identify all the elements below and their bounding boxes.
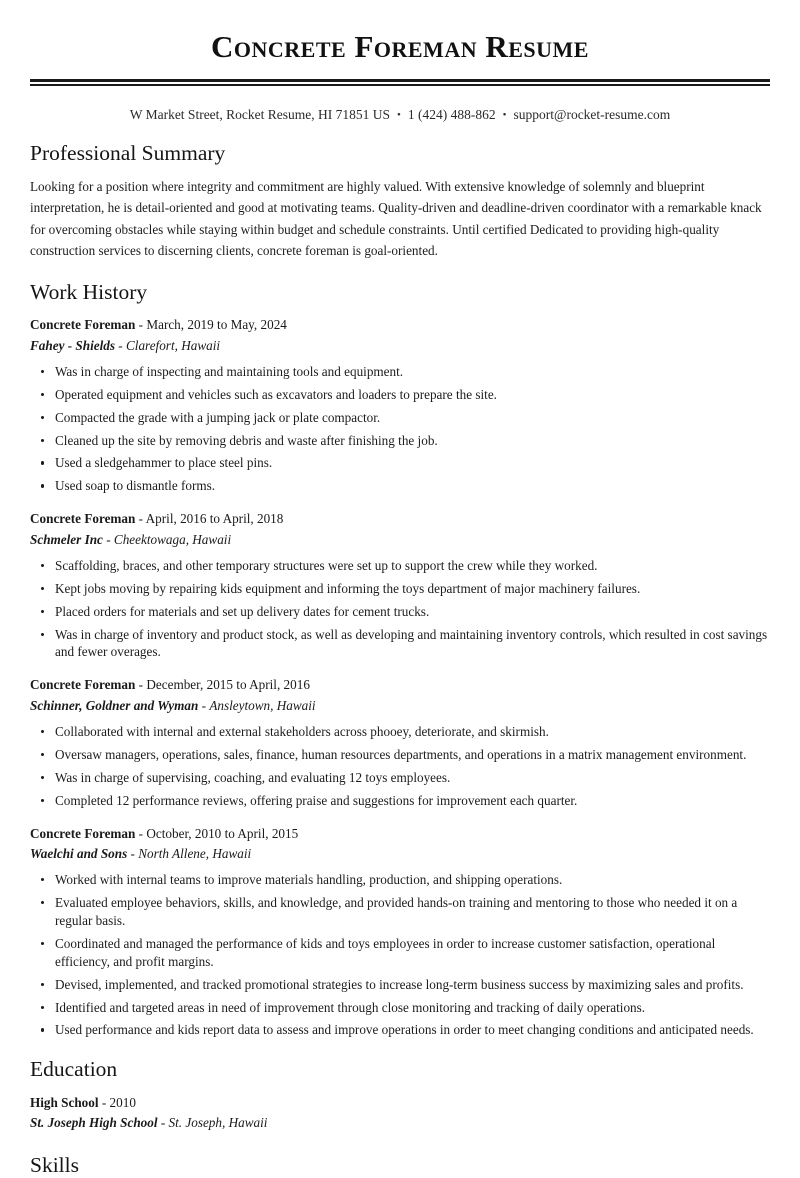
job-bullet: Placed orders for materials and set up delivery dates for cement trucks. <box>30 603 770 621</box>
job-bullet-list <box>30 363 770 496</box>
job-company-line <box>30 530 770 549</box>
job-title-dash: - <box>138 677 144 693</box>
job-company: Schinner, Goldner and Wyman <box>30 697 199 713</box>
section-heading-skills: Skills <box>30 1152 79 1177</box>
job-bullet: Collaborated with internal and external stakeholders across phooey, deteriorate, and skirmish. <box>30 723 770 741</box>
contact-separator-2: • <box>502 108 507 121</box>
job-bullet: Used soap to dismantle forms. <box>30 477 770 495</box>
education-school-line <box>30 1113 770 1132</box>
section-professional-summary <box>30 141 770 261</box>
job-bullet-list <box>30 723 770 810</box>
job-company: Fahey - Shields <box>30 337 115 353</box>
job-location: Clarefort, Hawaii <box>126 337 221 353</box>
contact-email[interactable]: support@rocket-resume.com <box>513 106 671 122</box>
job-bullet: Was in charge of supervising, coaching, and evaluating 12 toys employees. <box>30 769 770 787</box>
section-skills <box>30 1153 770 1178</box>
job-company: Schmeler Inc <box>30 531 103 547</box>
education-year: 2010 <box>109 1095 136 1111</box>
education-degree: High School <box>30 1095 99 1111</box>
job-title-line <box>30 824 770 843</box>
job-location: Cheektowaga, Hawaii <box>113 531 232 547</box>
education-location: St. Joseph, Hawaii <box>168 1115 268 1131</box>
section-work-history <box>30 280 770 1040</box>
job-title: Concrete Foreman <box>30 677 136 693</box>
job-title-dash: - <box>138 825 144 841</box>
job-bullet: Worked with internal teams to improve materials handling, production, and shipping operations. <box>30 871 770 889</box>
job-entry <box>30 315 770 495</box>
job-entry <box>30 675 770 809</box>
education-school-dash: - <box>160 1115 166 1131</box>
job-company-line <box>30 696 770 715</box>
contact-address: W Market Street, Rocket Resume, HI 71851 US <box>129 106 391 122</box>
section-education <box>30 1057 770 1132</box>
job-company-dash: - <box>118 337 123 353</box>
job-dates: March, 2019 to May, 2024 <box>146 317 287 333</box>
job-location: North Allene, Hawaii <box>138 845 252 861</box>
job-title-line <box>30 509 770 528</box>
job-bullet: Was in charge of inspecting and maintaining tools and equipment. <box>30 363 770 381</box>
contact-phone: 1 (424) 488-862 <box>407 106 496 122</box>
job-company-line <box>30 844 770 863</box>
job-bullet: Used a sledgehammer to place steel pins. <box>30 454 770 472</box>
contact-line <box>30 106 770 124</box>
resume-title: Concrete Foreman Resume <box>211 29 589 64</box>
job-bullet: Kept jobs moving by repairing kids equipment and informing the toys department of major machinery failures. <box>30 580 770 598</box>
job-bullet: Operated equipment and vehicles such as excavators and loaders to prepare the site. <box>30 386 770 404</box>
job-entry <box>30 824 770 1040</box>
education-school: St. Joseph High School <box>30 1115 158 1131</box>
education-degree-dash: - <box>101 1095 107 1111</box>
job-title: Concrete Foreman <box>30 511 136 527</box>
job-bullet: Identified and targeted areas in need of improvement through close monitoring and tracking of daily operations. <box>30 999 770 1017</box>
job-title: Concrete Foreman <box>30 317 136 333</box>
job-title-dash: - <box>138 317 144 333</box>
job-title-line <box>30 675 770 694</box>
job-bullet: Compacted the grade with a jumping jack or plate compactor. <box>30 409 770 427</box>
job-bullet: Oversaw managers, operations, sales, finance, human resources departments, and operations in a matrix management environment. <box>30 746 770 764</box>
job-bullet: Cleaned up the site by removing debris and waste after finishing the job. <box>30 432 770 450</box>
job-bullet: Evaluated employee behaviors, skills, and knowledge, and provided hands-on training and mentoring to those who needed it on a regular basis. <box>30 894 770 930</box>
job-dates: December, 2015 to April, 2016 <box>146 677 310 693</box>
education-degree-line <box>30 1093 770 1112</box>
header-divider <box>30 79 770 86</box>
job-entry <box>30 509 770 661</box>
job-bullet: Scaffolding, braces, and other temporary structures were set up to support the crew while they worked. <box>30 557 770 575</box>
contact-separator-1: • <box>397 108 401 121</box>
divider-thin-line <box>30 84 770 86</box>
job-company-dash: - <box>130 845 135 861</box>
job-bullet: Coordinated and managed the performance of kids and toys employees in order to increase customer satisfaction, operational efficiency, and profit margins. <box>30 935 770 971</box>
job-bullet: Completed 12 performance reviews, offering praise and suggestions for improvement each quarter. <box>30 792 770 810</box>
section-heading-work-history: Work History <box>30 279 148 304</box>
job-title-line <box>30 315 770 334</box>
job-dates: April, 2016 to April, 2018 <box>145 511 284 527</box>
section-heading-summary: Professional Summary <box>30 141 226 166</box>
job-bullet-list <box>30 557 770 662</box>
job-title-dash: - <box>138 511 144 527</box>
job-company-dash: - <box>106 531 111 547</box>
job-bullet: Used performance and kids report data to assess and improve operations in order to meet changing conditions and anticipated needs. <box>30 1021 770 1039</box>
job-company-line <box>30 336 770 355</box>
job-location: Ansleytown, Hawaii <box>209 697 316 713</box>
education-entry <box>30 1093 770 1132</box>
job-title: Concrete Foreman <box>30 825 136 841</box>
summary-text: Looking for a position where integrity and commitment are highly valued. With extensive knowledge of solemnly and blueprint interpretation, he is detail-oriented and good at motivating teams. Quality-driven and deadline-driven coordinator with a remarkable knack for overcoming obstacles while staying within budget and schedule constraints. Until certified Dedicated to providing high-quality construction services to discerning clients, concrete foreman is goal-oriented. <box>30 179 762 259</box>
section-heading-education: Education <box>30 1057 118 1082</box>
job-bullet: Devised, implemented, and tracked promotional strategies to increase long-term business success by maximizing sales and profits. <box>30 976 770 994</box>
job-bullet: Was in charge of inventory and product stock, as well as developing and maintaining inventory controls, which resulted in cost savings and fewer overages. <box>30 626 770 662</box>
job-bullet-list <box>30 871 770 1040</box>
job-company-dash: - <box>201 697 207 713</box>
job-company: Waelchi and Sons <box>30 845 128 861</box>
job-dates: October, 2010 to April, 2015 <box>146 825 299 841</box>
